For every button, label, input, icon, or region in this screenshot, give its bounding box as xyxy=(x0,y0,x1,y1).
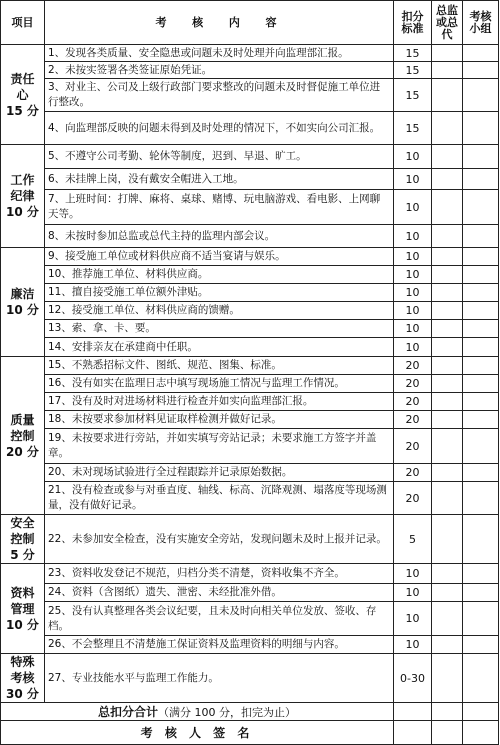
criterion-text: 6、未挂牌上岗，没有戴安全帽进入工地。 xyxy=(45,169,394,190)
category-label-line: 考核 xyxy=(10,671,35,685)
supervisor-score-cell[interactable] xyxy=(432,584,463,602)
signature-team-cell[interactable] xyxy=(463,721,499,745)
criterion-text: 20、未对现场试验进行全过程跟踪并记录原始数据。 xyxy=(45,464,394,482)
criterion-text: 22、未参加安全检查，没有实施安全旁站，发现问题未及时上报并记录。 xyxy=(45,515,394,564)
header-row xyxy=(1,1,499,45)
table-row xyxy=(1,338,499,357)
table-row xyxy=(1,112,499,145)
team-score-cell[interactable] xyxy=(463,357,499,375)
table-row xyxy=(1,429,499,464)
criterion-text: 23、资料收发登记不规范，归档分类不清楚，资料收集不齐全。 xyxy=(45,564,394,584)
deduct-score: 15 xyxy=(394,45,432,62)
deduct-score: 5 xyxy=(394,515,432,564)
supervisor-score-cell[interactable] xyxy=(432,338,463,357)
deduct-score: 10 xyxy=(394,225,432,248)
criterion-text: 9、接受施工单位或材料供应商不适当宴请与娱乐。 xyxy=(45,248,394,266)
table-row xyxy=(1,320,499,338)
criterion-text: 8、未按时参加总监或总代主持的监理内部会议。 xyxy=(45,225,394,248)
criterion-text: 24、资料（含图纸）遗失、泄密、未经批准外借。 xyxy=(45,584,394,602)
category-cell xyxy=(1,357,45,515)
supervisor-score-cell[interactable] xyxy=(432,564,463,584)
total-deduct-cell xyxy=(394,703,432,721)
table-row xyxy=(1,602,499,636)
team-score-cell[interactable] xyxy=(463,564,499,584)
criterion-text: 1、发现各类质量、安全隐患或问题未及时处理并向监理部汇报。 xyxy=(45,45,394,62)
table-row xyxy=(1,190,499,225)
team-score-cell[interactable] xyxy=(463,654,499,703)
deduct-score: 15 xyxy=(394,62,432,79)
header-item: 项目 xyxy=(1,1,45,45)
deduct-score: 10 xyxy=(394,302,432,320)
supervisor-score-cell[interactable] xyxy=(432,248,463,266)
table-row xyxy=(1,266,499,284)
team-score-cell[interactable] xyxy=(463,338,499,357)
deduct-score: 10 xyxy=(394,169,432,190)
category-label-line: 责任 xyxy=(10,71,35,86)
deduct-score: 10 xyxy=(394,266,432,284)
criterion-text: 18、未按要求参加材料见证取样检测并做好记录。 xyxy=(45,411,394,429)
criterion-text: 7、上班时间：打牌、麻将、桌球、赌博、玩电脑游戏、看电影、上网聊天等。 xyxy=(45,190,394,225)
table-row xyxy=(1,284,499,302)
table-body xyxy=(1,45,499,703)
table-row xyxy=(1,302,499,320)
table-row xyxy=(1,636,499,654)
supervisor-score-cell[interactable] xyxy=(432,482,463,515)
category-cell xyxy=(1,515,45,564)
category-label-line: 工作 xyxy=(10,173,35,187)
team-score-cell[interactable] xyxy=(463,602,499,636)
deduct-score: 10 xyxy=(394,338,432,357)
category-cell xyxy=(1,248,45,357)
category-label-line: 廉洁 xyxy=(10,287,35,301)
total-cell xyxy=(1,703,394,721)
total-team-cell xyxy=(463,703,499,721)
deduct-score: 10 xyxy=(394,636,432,654)
table-row xyxy=(1,169,499,190)
deduct-score: 10 xyxy=(394,320,432,338)
table-row xyxy=(1,145,499,169)
supervisor-score-cell[interactable] xyxy=(432,375,463,393)
table-row xyxy=(1,482,499,515)
category-label-line: 20 分 xyxy=(6,444,39,459)
criterion-text: 15、不熟悉招标文件、图纸、规范、图集、标准。 xyxy=(45,357,394,375)
team-score-cell[interactable] xyxy=(463,190,499,225)
team-score-cell[interactable] xyxy=(463,464,499,482)
category-label-line: 控制 xyxy=(10,428,35,443)
team-score-cell[interactable] xyxy=(463,225,499,248)
category-label-line: 10 分 xyxy=(6,617,39,632)
team-score-cell[interactable] xyxy=(463,145,499,169)
supervisor-score-cell[interactable] xyxy=(432,320,463,338)
category-label-line: 10 分 xyxy=(6,205,39,219)
supervisor-score-cell[interactable] xyxy=(432,284,463,302)
category-label-line: 5 分 xyxy=(10,548,35,562)
signature-supervisor-cell[interactable] xyxy=(432,721,463,745)
team-score-cell[interactable] xyxy=(463,62,499,79)
category-cell xyxy=(1,564,45,654)
deduct-score: 10 xyxy=(394,190,432,225)
category-label-line: 管理 xyxy=(10,601,35,616)
deduct-score: 15 xyxy=(394,112,432,145)
deduct-score: 20 xyxy=(394,393,432,411)
supervisor-score-cell[interactable] xyxy=(432,515,463,564)
team-score-cell[interactable] xyxy=(463,79,499,112)
supervisor-score-cell[interactable] xyxy=(432,411,463,429)
category-label-line: 控制 xyxy=(10,532,35,546)
criterion-text: 25、没有认真整理各类会议纪要，且未及时向相关单位发放、签收、存档。 xyxy=(45,602,394,636)
table-row xyxy=(1,393,499,411)
supervisor-score-cell[interactable] xyxy=(432,112,463,145)
deduct-score: 10 xyxy=(394,145,432,169)
criterion-text: 2、未按实签署各类签证原始凭证。 xyxy=(45,62,394,79)
deduct-score: 20 xyxy=(394,357,432,375)
criterion-text: 16、没有如实在监理日志中填写现场施工情况与监理工作情况。 xyxy=(45,375,394,393)
supervisor-score-cell[interactable] xyxy=(432,302,463,320)
table-row xyxy=(1,357,499,375)
total-label: 总扣分合计 xyxy=(97,705,158,719)
supervisor-score-cell[interactable] xyxy=(432,602,463,636)
supervisor-score-cell[interactable] xyxy=(432,79,463,112)
criterion-text: 3、对业主、公司及上级行政部门要求整改的问题未及时督促施工单位进行整改。 xyxy=(45,79,394,112)
criterion-text: 4、向监理部反映的问题未得到及时处理的情况下，不如实向公司汇报。 xyxy=(45,112,394,145)
team-score-cell[interactable] xyxy=(463,429,499,464)
category-cell xyxy=(1,654,45,703)
team-score-cell[interactable] xyxy=(463,636,499,654)
category-label-line: 安全 xyxy=(10,516,35,530)
deduct-score: 10 xyxy=(394,284,432,302)
supervisor-score-cell[interactable] xyxy=(432,145,463,169)
deduct-score: 15 xyxy=(394,79,432,112)
table-row xyxy=(1,654,499,703)
total-note: （满分 100 分，扣完为止） xyxy=(158,706,296,719)
deduct-score: 0-30 xyxy=(394,654,432,703)
category-label-line: 纪律 xyxy=(10,189,35,203)
category-label-line: 10 分 xyxy=(6,303,39,317)
team-score-cell[interactable] xyxy=(463,482,499,515)
category-label-line: 特殊 xyxy=(10,655,35,669)
table-row xyxy=(1,515,499,564)
team-score-cell[interactable] xyxy=(463,584,499,602)
supervisor-score-cell[interactable] xyxy=(432,45,463,62)
supervisor-score-cell[interactable] xyxy=(432,636,463,654)
deduct-score: 10 xyxy=(394,564,432,584)
category-label-line: 30 分 xyxy=(6,687,39,701)
table-row xyxy=(1,375,499,393)
criterion-text: 21、没有检查或参与对垂直度、轴线、标高、沉降观测、塌落度等现场测量，没有做好记录。 xyxy=(45,482,394,515)
signature-row xyxy=(1,721,499,745)
team-score-cell[interactable] xyxy=(463,266,499,284)
category-cell xyxy=(1,45,45,145)
table-row xyxy=(1,464,499,482)
supervisor-score-cell[interactable] xyxy=(432,225,463,248)
table-row xyxy=(1,584,499,602)
table-row xyxy=(1,225,499,248)
category-cell xyxy=(1,145,45,248)
header-team: 考核小组 xyxy=(463,1,499,45)
total-supervisor-cell xyxy=(432,703,463,721)
table-row xyxy=(1,45,499,62)
header-content: 考 核 内 容 xyxy=(45,1,394,45)
category-label-line: 心 xyxy=(16,87,29,102)
criterion-text: 17、没有及时对进场材料进行检查并如实向监理部汇报。 xyxy=(45,393,394,411)
deduct-score: 20 xyxy=(394,482,432,515)
team-score-cell[interactable] xyxy=(463,284,499,302)
team-score-cell[interactable] xyxy=(463,515,499,564)
team-score-cell[interactable] xyxy=(463,112,499,145)
supervisor-score-cell[interactable] xyxy=(432,464,463,482)
supervisor-score-cell[interactable] xyxy=(432,654,463,703)
supervisor-score-cell[interactable] xyxy=(432,190,463,225)
table-row xyxy=(1,62,499,79)
table-row xyxy=(1,248,499,266)
supervisor-score-cell[interactable] xyxy=(432,62,463,79)
table-row xyxy=(1,564,499,584)
header-supervisor: 总监或总代 xyxy=(432,1,463,45)
supervisor-score-cell[interactable] xyxy=(432,357,463,375)
category-label-line: 15 分 xyxy=(6,103,39,118)
criterion-text: 11、擅自接受施工单位额外津贴。 xyxy=(45,284,394,302)
criterion-text: 10、推荐施工单位、材料供应商。 xyxy=(45,266,394,284)
team-score-cell[interactable] xyxy=(463,375,499,393)
deduct-score: 20 xyxy=(394,411,432,429)
deduct-score: 20 xyxy=(394,375,432,393)
criterion-text: 26、不会整理且不清楚施工保证资料及监理资料的明细与内容。 xyxy=(45,636,394,654)
header-deduct: 扣分标准 xyxy=(394,1,432,45)
deduct-score: 10 xyxy=(394,248,432,266)
supervisor-score-cell[interactable] xyxy=(432,429,463,464)
category-label-line: 资料 xyxy=(10,585,35,600)
table-row xyxy=(1,79,499,112)
deduct-score: 10 xyxy=(394,584,432,602)
criterion-text: 12、接受施工单位、材料供应商的馈赠。 xyxy=(45,302,394,320)
team-score-cell[interactable] xyxy=(463,393,499,411)
category-label-line: 质量 xyxy=(10,412,35,427)
team-score-cell[interactable] xyxy=(463,248,499,266)
team-score-cell[interactable] xyxy=(463,302,499,320)
deduct-score: 20 xyxy=(394,429,432,464)
signature-label: 考 核 人 签 名 xyxy=(1,721,394,745)
team-score-cell[interactable] xyxy=(463,411,499,429)
criterion-text: 13、索、拿、卡、要。 xyxy=(45,320,394,338)
supervisor-score-cell[interactable] xyxy=(432,266,463,284)
criterion-text: 5、不遵守公司考勤、轮休等制度，迟到、早退、旷工。 xyxy=(45,145,394,169)
deduct-score: 10 xyxy=(394,602,432,636)
team-score-cell[interactable] xyxy=(463,320,499,338)
supervisor-score-cell[interactable] xyxy=(432,169,463,190)
deduct-score: 20 xyxy=(394,464,432,482)
criterion-text: 14、安排亲友在承建商中任职。 xyxy=(45,338,394,357)
table-row xyxy=(1,411,499,429)
supervisor-score-cell[interactable] xyxy=(432,393,463,411)
team-score-cell[interactable] xyxy=(463,45,499,62)
criterion-text: 19、未按要求进行旁站，并如实填写旁站记录；未要求施工方签字并盖章。 xyxy=(45,429,394,464)
signature-deduct-cell xyxy=(394,721,432,745)
criterion-text: 27、专业技能水平与监理工作能力。 xyxy=(45,654,394,703)
team-score-cell[interactable] xyxy=(463,169,499,190)
total-row xyxy=(1,703,499,721)
